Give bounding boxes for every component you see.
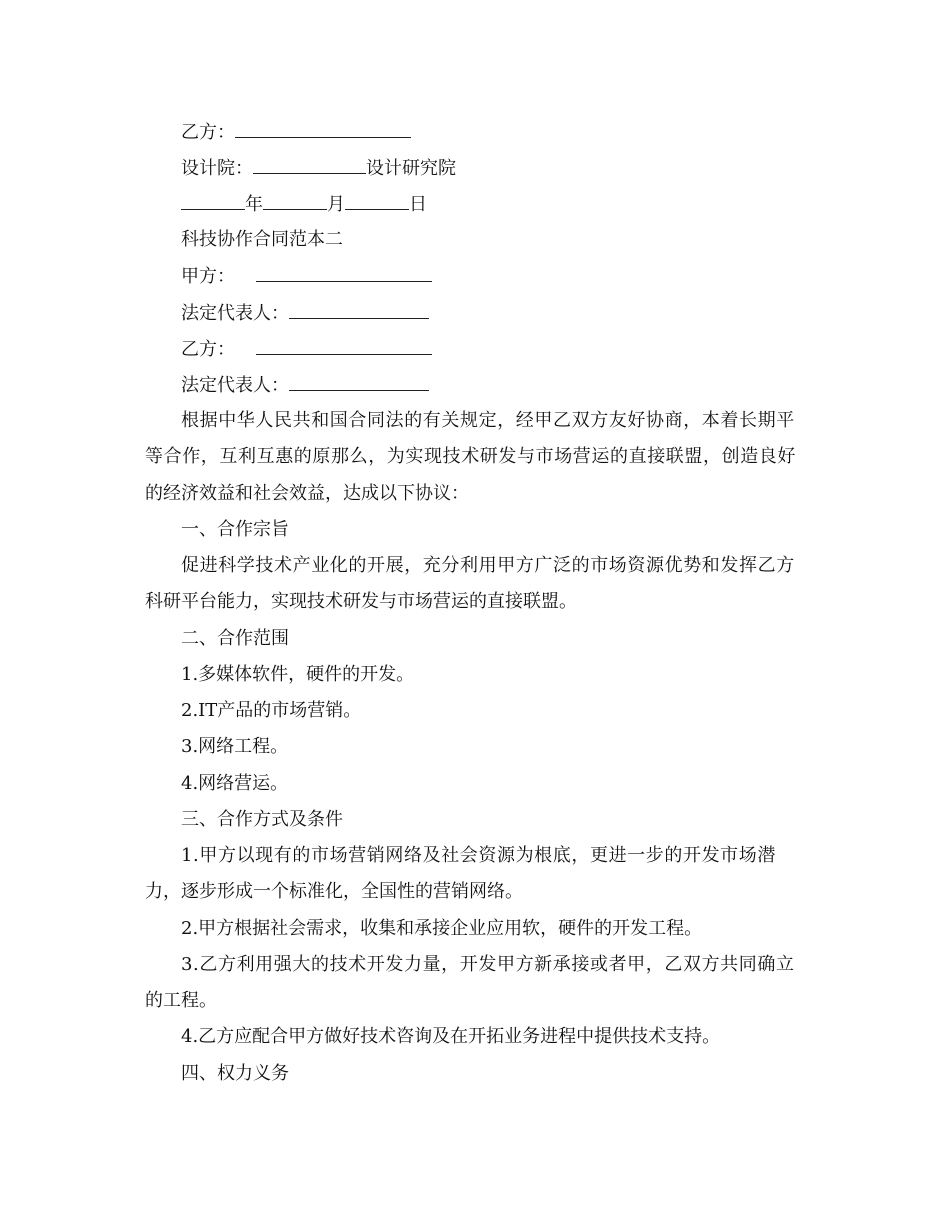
section3-item1-line-2: 力，逐步形成一个标准化，全国性的营销网络。: [145, 881, 523, 902]
design-institute-suffix: 设计研究院: [366, 158, 456, 179]
party-b-label: 乙方：: [181, 122, 235, 143]
section1-line-1: 促进科学技术产业化的开展，充分利用甲方广泛的市场资源优势和发挥乙方: [181, 555, 795, 576]
party-a-line: [181, 265, 432, 288]
intro-line-1: 根据中华人民共和国合同法的有关规定，经甲乙双方友好协商，本着长期平: [181, 410, 795, 431]
party-b-blank: [235, 121, 411, 138]
section3-item-2: 2.甲方根据社会需求，收集和承接企业应用软，硬件的开发工程。: [181, 918, 703, 939]
party-b-signature-line: [181, 121, 411, 144]
section3-item1-line-1: 1.甲方以现有的市场营销网络及社会资源为根底，更进一步的开发市场潜: [181, 845, 776, 866]
legal-rep-a-blank: [289, 302, 429, 319]
section2-item-4: 4.网络营运。: [181, 773, 289, 794]
contract-title: 科技协作合同范本二: [181, 229, 343, 250]
section2-heading: 二、合作范围: [181, 628, 289, 649]
section3-item-4: 4.乙方应配合甲方做好技术咨询及在开拓业务进程中提供技术支持。: [181, 1026, 721, 1047]
party-a-blank: [256, 265, 432, 282]
intro-line-3: 的经济效益和社会效益，达成以下协议：: [145, 483, 469, 504]
party-b-label-2: 乙方：: [181, 339, 235, 360]
party-a-label: 甲方：: [181, 266, 235, 287]
year-blank: [181, 193, 245, 210]
section4-heading: 四、权力义务: [181, 1063, 289, 1084]
design-institute-label: 设计院：: [181, 158, 253, 179]
month-label: 月: [327, 194, 345, 215]
legal-rep-b-line: [181, 374, 429, 397]
party-b-line: [181, 338, 432, 361]
month-blank: [263, 193, 327, 210]
date-line: [181, 193, 427, 216]
section3-item3-line-1: 3.乙方利用强大的技术开发力量，开发甲方新承接或者甲，乙双方共同确立: [181, 954, 795, 975]
section1-heading: 一、合作宗旨: [181, 519, 289, 540]
legal-rep-b-blank: [289, 374, 429, 391]
section2-item-2: 2.IT产品的市场营销。: [181, 700, 362, 721]
day-blank: [345, 193, 409, 210]
section1-line-2: 科研平台能力，实现技术研发与市场营运的直接联盟。: [145, 591, 577, 612]
section3-item3-line-2: 的工程。: [145, 990, 217, 1011]
day-label: 日: [409, 194, 427, 215]
section3-heading: 三、合作方式及条件: [181, 809, 343, 830]
legal-rep-a-line: [181, 302, 429, 325]
intro-line-2: 等合作，互利互惠的原那么，为实现技术研发与市场营运的直接联盟，创造良好: [145, 446, 796, 467]
design-institute-line: [181, 157, 456, 180]
section2-item-1: 1.多媒体软件，硬件的开发。: [181, 664, 415, 685]
legal-rep-a-label: 法定代表人：: [181, 303, 289, 324]
legal-rep-b-label: 法定代表人：: [181, 375, 289, 396]
party-b-blank-2: [256, 338, 432, 355]
design-institute-blank: [253, 157, 366, 174]
year-label: 年: [245, 194, 263, 215]
section2-item-3: 3.网络工程。: [181, 736, 289, 757]
